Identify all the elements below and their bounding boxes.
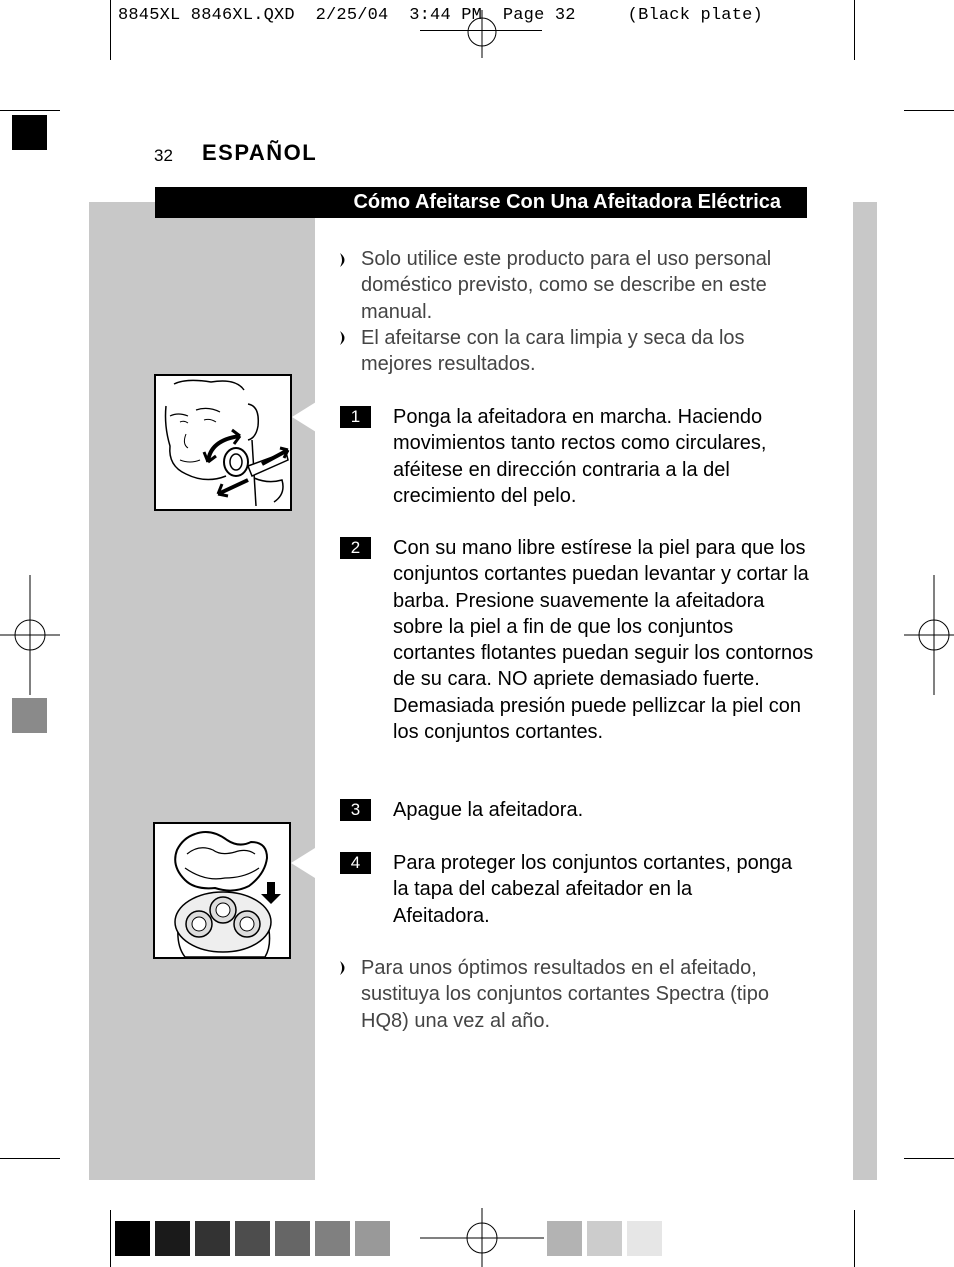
language-heading: ESPAÑOL: [202, 140, 318, 165]
color-swatch: [195, 1221, 230, 1256]
crop-mark: [854, 1210, 855, 1267]
closing-bullet: Para unos óptimos resultados en el afeitado, sustituya los conjuntos cortantes Spectra (tipo HQ8) una vez al año.: [361, 957, 769, 1032]
left-margin-panel: [89, 202, 315, 1180]
crop-mark: [0, 1158, 60, 1159]
step-text-3: Apague la afeitadora.: [393, 799, 584, 821]
shaver-cap-illustration: [153, 822, 291, 959]
color-swatch: [235, 1221, 270, 1256]
registration-mark-icon: [420, 1208, 544, 1267]
step-text-1: Ponga la afeitadora en marcha. Haciendo movimientos tanto rectos como circulares, aféitese en dirección contraria a la del crecimiento del pelo.: [393, 406, 767, 507]
step-text-4: Para proteger los conjuntos cortantes, ponga la tapa del cabezal afeitador en la Afeitadora.: [393, 852, 793, 927]
color-swatch: [275, 1221, 310, 1256]
color-swatch: [315, 1221, 350, 1256]
registration-mark-icon: [460, 10, 504, 58]
color-swatch: [355, 1221, 390, 1256]
color-block-black: [12, 115, 47, 150]
step-text-2: Con su mano libre estírese la piel para que los conjuntos cortantes puedan levantar y cortar la barba. Presione suavemente la afeitadora sobre la piel a fin de que los conjuntos cortantes flotantes puedan seguir los contornos de su cara. NO apriete demasiado fuerte. Demasiada presión puede pellizcar la piel con los conjuntos cortantes.: [393, 537, 814, 744]
bullet-icon: [339, 330, 349, 346]
registration-mark-icon: [0, 575, 60, 695]
registration-mark-icon: [904, 575, 954, 695]
shaving-face-illustration: [154, 374, 292, 511]
intro-bullet-1: Solo utilice este producto para el uso personal doméstico previsto, como se describe en este manual.: [361, 248, 772, 323]
crop-mark: [0, 110, 60, 111]
color-swatch: [587, 1221, 622, 1256]
crop-mark: [110, 1210, 111, 1267]
color-block-gray: [12, 698, 47, 733]
crop-mark: [904, 1158, 954, 1159]
crop-mark: [854, 0, 855, 60]
crop-mark: [904, 110, 954, 111]
color-swatch: [627, 1221, 662, 1256]
page-number: 32: [154, 146, 173, 165]
printer-slug: 8845XL 8846XL.QXD 2/25/04 3:44 PM Page 32 (Black plate): [118, 6, 763, 25]
right-margin-panel: [853, 202, 877, 1180]
color-swatch: [547, 1221, 582, 1256]
step-number-2: 2: [340, 537, 371, 559]
bullet-icon: [339, 252, 349, 268]
bullet-icon: [339, 960, 349, 976]
section-title-text: Cómo Afeitarse Con Una Afeitadora Eléctrica: [353, 191, 781, 213]
step-number-4: 4: [340, 852, 371, 874]
step-number-3: 3: [340, 799, 371, 821]
color-swatch: [155, 1221, 190, 1256]
intro-bullet-2: El afeitarse con la cara limpia y seca da los mejores resultados.: [361, 327, 745, 376]
section-title: [155, 187, 807, 218]
color-swatch: [115, 1221, 150, 1256]
pointer-triangle-icon: [292, 402, 316, 432]
crop-mark: [110, 0, 111, 60]
pointer-triangle-icon: [291, 848, 315, 878]
step-number-1: 1: [340, 406, 371, 428]
